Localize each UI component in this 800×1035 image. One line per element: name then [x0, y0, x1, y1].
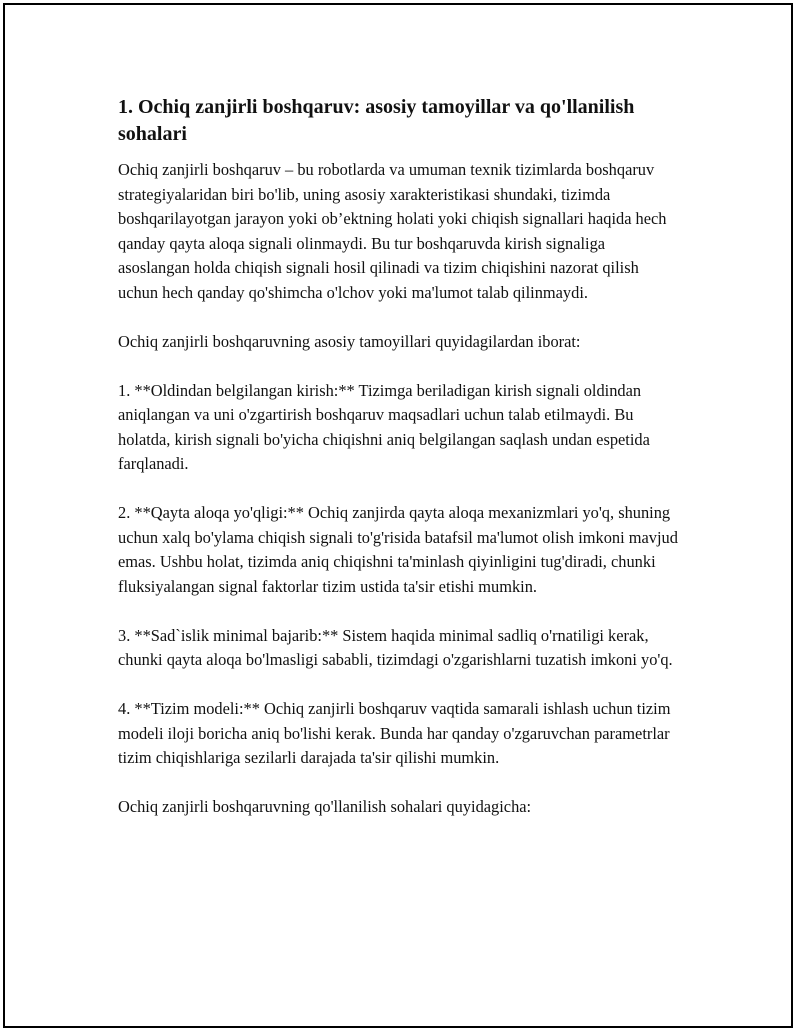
principle-item-4: 4. **Tizim modeli:** Ochiq zanjirli boshqaruv vaqtida samarali ishlash uchun tizim modeli iloji boricha aniq bo'lishi kerak. Bunda har qanday o'zgaruvchan parametrlar tizim chiqishlariga sezilarli darajada ta'sir qilishi mumkin. [118, 699, 671, 767]
document-body [118, 94, 678, 844]
section-heading: 1. Ochiq zanjirli boshqaruv: asosiy tamoyillar va qo'llanilish sohalari [118, 96, 635, 145]
principle-item-2: 2. **Qayta aloqa yo'qligi:** Ochiq zanjirda qayta aloqa mexanizmlari yo'q, shuning uchun xalq bo'ylama chiqish signali to'g'risida batafsil ma'lumot olish imkoni mavjud emas. Ushbu holat, tizimda aniq chiqishni ta'minlash qiyinligini tug'diradi, chunki fluksiyalangan signal faktorlar tizim ustida ta'sir etishi mumkin. [118, 503, 678, 596]
applications-lead-paragraph: Ochiq zanjirli boshqaruvning qo'llanilish sohalari quyidagicha: [118, 797, 532, 816]
principle-item-3: 3. **Sad`islik minimal bajarib:** Sistem haqida minimal sadliq o'rnatiligi kerak, chunki qayta aloqa bo'lmasligi sababli, tizimdagi o'zgarishlarni tuzatish imkoni yo'q. [118, 625, 673, 669]
principle-item-1: 1. **Oldindan belgilangan kirish:** Tizimga beriladigan kirish signali oldindan aniqlangan va uni o'zgartirish boshqaruv maqsadlari uchun talab etilmaydi. Bu holatda, kirish signali bo'yicha chiqishni aniq belgilangan saqlash undan espetida farqlanadi. [118, 380, 650, 473]
principles-lead-paragraph: Ochiq zanjirli boshqaruvning asosiy tamoyillari quyidagilardan iborat: [118, 331, 581, 351]
intro-paragraph: Ochiq zanjirli boshqaruv – bu robotlarda va umuman texnik tizimlarda boshqaruv strategiyalaridan biri bo'lib, uning asosiy xarakteristikasi shundaki, tizimda boshqarilayotgan jarayon yoki ob’ektning holati yoki chiqish signallari haqida hech qanday qayta aloqa signali olinmaydi. Bu tur boshqaruvda kirish signaliga asoslangan holda chiqish signali hosil qilinadi va tizim chiqishini nazorat qilish uchun hech qanday qo'shimcha o'lchov yoki ma'lumot talab qilinmaydi. [118, 160, 667, 302]
